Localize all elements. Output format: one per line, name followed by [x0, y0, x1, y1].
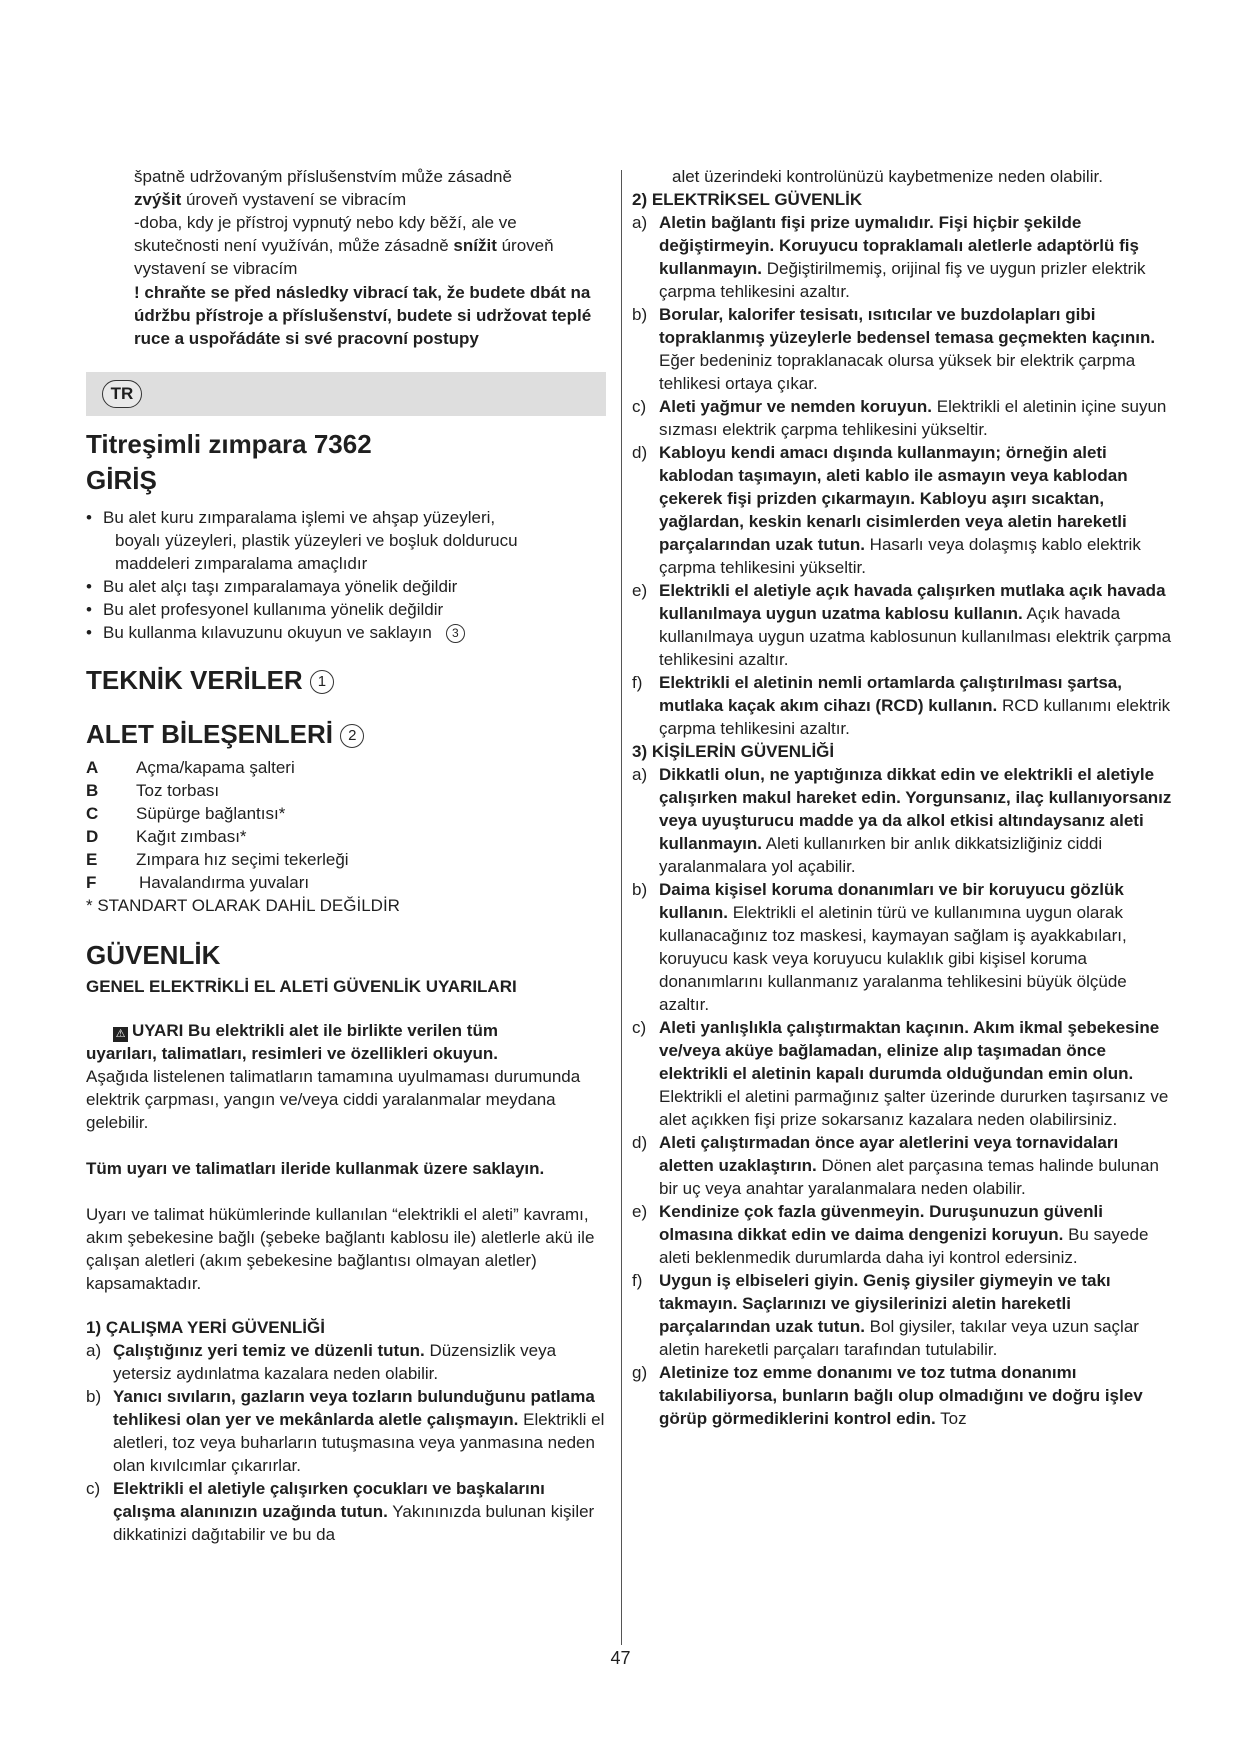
continuation-line: alet üzerindeki kontrolünüzü kaybetmenize neden olabilir.: [672, 167, 1103, 186]
czech-line: -doba, kdy je přístroj vypnutý nebo kdy běží, ale ve: [134, 213, 517, 232]
list-item: B Toz torbası: [86, 781, 220, 800]
figure-ref-icon: 2: [340, 724, 364, 748]
list-item: D Kağıt zımbası*: [86, 827, 247, 846]
list-item: a) Çalıştığınız yeri temiz ve düzenli tutun. Düzensizlik veya yetersiz aydınlatma kazalara neden olabilir.: [86, 1341, 557, 1383]
list-item: C Süpürge bağlantısı*: [86, 804, 286, 823]
list-item: a) Aletin bağlantı fişi prize uymalıdır. Fişi hiçbir şekilde değiştirmeyin. Koruyucu topraklamalı aletlerle adaptörlü fiş kullanmayın. Değiştirilmemiş, orijinal fiş ve uygun prizler elektrik çarpma tehlikesini azaltır.: [632, 213, 1146, 301]
tech-data-heading: TEKNİK VERİLER 1: [86, 662, 606, 698]
list-item: a) Dikkatli olun, ne yaptığınıza dikkat edin ve elektrikli el aletiyle çalışırken makul hareket edin. Yorgunsanız, ilaç kullanıyorsanız veya uyuşturucu madde ya da alkol etkisi altındaysanız aleti kullanmayın. Aleti kullanırken bir anlık dikkatsizliğiniz ciddi yaralanmalara yol açabilir.: [632, 765, 1172, 876]
list-item: e) Elektrikli el aletiyle açık havada çalışırken mutlaka açık havada kullanılmaya uygun uzatma kablosu kullanın. Açık havada kullanılmaya uygun uzatma kablosunun kullanılması elektrik çarpma tehlikesini azaltır.: [632, 581, 1172, 669]
list-item: • Bu alet profesyonel kullanıma yönelik değildir: [86, 598, 606, 621]
safety-subheading: GENEL ELEKTRİKLİ EL ALETİ GÜVENLİK UYARILARI: [86, 977, 517, 996]
czech-continuation: [86, 165, 606, 350]
list-item: b) Daima kişisel koruma donanımları ve bir koruyucu gözlük kullanın. Elektrikli el aletinin türü ve kullanımına uygun olarak kullanacağınız toz maskesi, kaymayan sağlam iş ayakkabıları, koruyucu kask veya koruyucu kulaklık gibi kişisel koruma donanımlarını kullanmanız yaralanma tehlikesini büyük ölçüde azaltır.: [632, 880, 1127, 1014]
list-item: E Zımpara hız seçimi tekerleği: [86, 850, 349, 869]
list-item: f) Elektrikli el aletinin nemli ortamlarda çalıştırılması şartsa, mutlaka kaçak akım cihazı (RCD) kullanın. RCD kullanımı elektrik çarpma tehlikesini azaltır.: [632, 673, 1171, 738]
czech-line: skutečnosti není využíván, může zásadně snížit úroveň: [134, 236, 554, 255]
list-item: d) Aleti çalıştırmadan önce ayar aletlerini veya tornavidaları aletten uzaklaştırın. Dönen alet parçasına temas halinde bulunan bir uç veya anahtar yaralanmalara neden olabilir.: [632, 1133, 1159, 1198]
list-item: d) Kabloyu kendi amacı dışında kullanmayın; örneğin aleti kablodan taşımayın, aleti kablo ile asmayın veya kablodan çekerek fişi prizden çıkarmayın. Kabloyu aşırı sıcaktan, yağlardan, keskin kenarlı cisimlerden veya aletin hareketli parçalarından uzak tutun. Hasarlı veya dolaşmış kablo elektrik çarpma tehlikesini yükseltir.: [632, 443, 1141, 577]
safety-heading: GÜVENLİK: [86, 940, 221, 970]
list-item: f) Uygun iş elbiseleri giyin. Geniş giysiler giymeyin ve takı takmayın. Saçlarınızı ve giysilerinizi aletin hareketli parçalarından uzak tutun. Bol giysiler, takılar veya uzun saçlar aletin hareketli parçaları tarafından tutulabilir.: [632, 1271, 1139, 1359]
workplace-heading: 1) ÇALIŞMA YERİ GÜVENLİĞİ: [86, 1318, 325, 1337]
components-note: * STANDART OLARAK DAHİL DEĞİLDİR: [86, 896, 400, 915]
components-heading: ALET BİLEŞENLERİ 2: [86, 716, 606, 752]
list-item: c) Aleti yanlışlıkla çalıştırmaktan kaçının. Akım ikmal şebekesine ve/veya aküye bağlamadan, elinize alıp taşımadan önce elektrikli el aletinin kapalı durumda olduğundan emin olun. Elektrikli el aletini parmağınız şalter üzerinde dururken taşırsanız ve alet açıkken fişi prize sokarsanız kazalara neden olabilirsiniz.: [632, 1018, 1169, 1129]
warning-text: Aşağıda listelenen talimatların tamamına uyulmaması durumunda elektrik çarpması, yangın ve/veya ciddi yaralanmalar meydana gelebilir.: [86, 1067, 581, 1132]
list-item: e) Kendinize çok fazla güvenmeyin. Duruşunuzun güvenli olmasına dikkat edin ve daima dengenizi koruyun. Bu sayede aleti beklenmedik durumlarda daha iyi kontrol edersiniz.: [632, 1202, 1149, 1267]
list-item: F Havalandırma yuvaları: [86, 873, 310, 892]
czech-line: vystavení se vibracím: [134, 259, 298, 278]
keep-instructions: Tüm uyarı ve talimatları ileride kullanmak üzere saklayın.: [86, 1159, 545, 1178]
list-item: • Bu alet kuru zımparalama işlemi ve ahşap yüzeyleri, boyalı yüzeyleri, plastik yüzeyleri ve boşluk doldurucu maddeleri zımparalama amaçlıdır: [86, 506, 606, 575]
czech-line: špatně udržovaným příslušenstvím může zásadně: [134, 167, 512, 186]
list-item: A Açma/kapama şalteri: [86, 758, 295, 777]
list-item: b) Yanıcı sıvıların, gazların veya tozların bulunduğunu patlama tehlikesi olan yer ve mekânlarda aletle çalışmayın. Elektrikli el aletleri, toz veya buharların tutuşmasına veya yanmasına neden olan kıvılcımlar çıkarırlar.: [86, 1387, 605, 1475]
components-list: [86, 756, 606, 917]
figure-ref-icon: 3: [446, 624, 465, 643]
right-column: [632, 165, 1172, 1430]
language-band: [86, 372, 606, 416]
language-badge: TR: [102, 380, 142, 408]
list-item: g) Aletinize toz emme donanımı ve toz tutma donanımı takılabiliyorsa, bunların bağlı olup olmadığını ve doğru işlev görüp görmediklerini kontrol edin. Toz: [632, 1363, 1143, 1428]
column-divider: [621, 170, 622, 1645]
intro-heading: GİRİŞ: [86, 465, 157, 495]
czech-bold-note: ! chraňte se před následky vibrací tak, že budete dbát na údržbu přístroje a příslušenství, budete si udržovat teplé ruce a uspořádáte si své pracovní postupy: [134, 283, 592, 348]
figure-ref-icon: 1: [310, 670, 334, 694]
page-number: 47: [610, 1648, 631, 1668]
list-item: c) Aleti yağmur ve nemden koruyun. Elektrikli el aletinin içine suyun sızması elektrik çarpma tehlikesini yükseltir.: [632, 397, 1167, 439]
intro-bullet-list: [86, 506, 606, 644]
product-title: Titreşimli zımpara 7362: [86, 429, 372, 459]
electrical-heading: 2) ELEKTRİKSEL GÜVENLİK: [632, 190, 863, 209]
left-column: [86, 165, 606, 1546]
term-definition: Uyarı ve talimat hükümlerinde kullanılan “elektrikli el aleti” kavramı, akım şebekesine bağlı (şebeke bağlantı kablosu ile) aletlerle akü ile çalışan aletleri (akım şebekesine bağlantısı olmayan aletler) kapsamaktadır.: [86, 1205, 595, 1293]
list-item: c) Elektrikli el aletiyle çalışırken çocukları ve başkalarını çalışma alanınızın uzağında tutun. Yakınınızda bulunan kişiler dikkatinizi dağıtabilir ve bu da: [86, 1479, 595, 1544]
list-item: • Bu alet alçı taşı zımparalamaya yönelik değildir: [86, 575, 606, 598]
list-item: • Bu kullanma kılavuzunu okuyun ve saklayın 3: [86, 621, 606, 644]
warning-block: ⚠ UYARI Bu elektrikli alet ile birlikte verilen tüm uyarıları, talimatları, resimleri ve özellikleri okuyun. Aşağıda listelenen talimatların tamamına uyulmaması durumunda elektrik çarpması, yangın ve/veya ciddi yaralanmalar meydana gelebilir.: [86, 1019, 606, 1134]
personal-heading: 3) KİŞİLERİN GÜVENLİĞİ: [632, 742, 835, 761]
warning-triangle-icon: ⚠: [113, 1027, 128, 1042]
czech-line: zvýšit úroveň vystavení se vibracím: [134, 190, 407, 209]
list-item: b) Borular, kalorifer tesisatı, ısıtıcılar ve buzdolapları gibi topraklanmış yüzeylerle bedensel temasa geçmekten kaçının. Eğer bedeniniz topraklanacak olursa yüksek bir elektrik çarpma tehlikesi ortaya çıkar.: [632, 305, 1156, 393]
